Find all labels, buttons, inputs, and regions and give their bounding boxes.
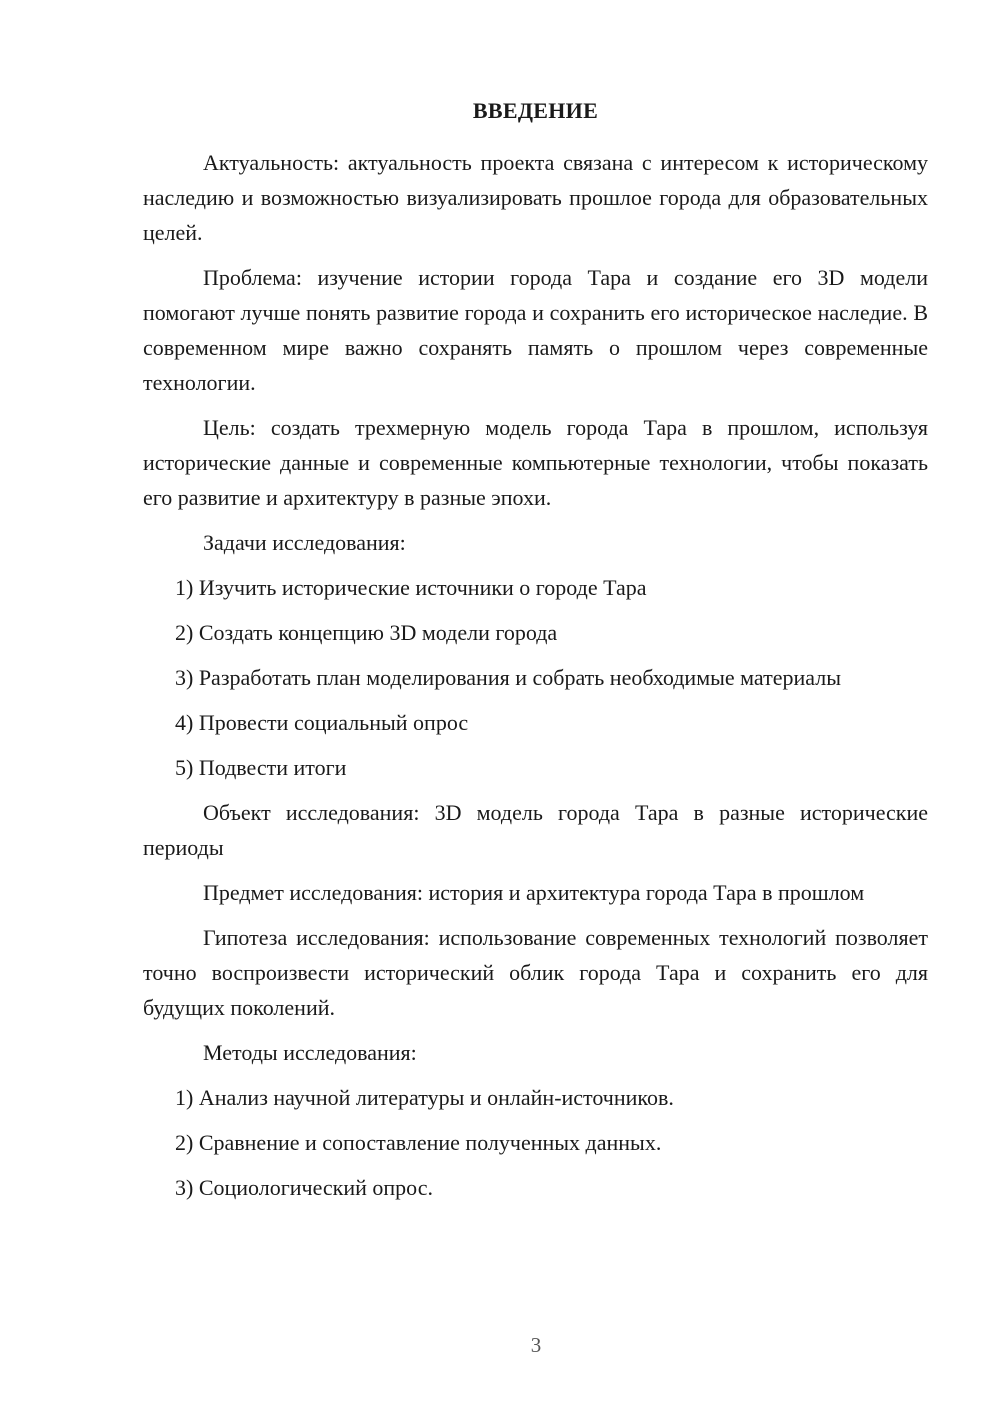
list-item: 1) Изучить исторические источники о городе Тара	[175, 575, 647, 600]
list-item: 1) Анализ научной литературы и онлайн-источников.	[175, 1085, 674, 1110]
section-title: ВВЕДЕНИЕ	[472, 98, 599, 123]
list-item: 4) Провести социальный опрос	[175, 710, 469, 735]
list-item: 5) Подвести итоги	[175, 755, 347, 780]
list-item: 2) Создать концепцию 3D модели города	[175, 620, 558, 645]
relevance-paragraph: Актуальность: актуальность проекта связана с интересом к историческому наследию и возможностью визуализировать прошлое города для образовательных целей.	[143, 150, 928, 245]
list-item: 3) Социологический опрос.	[175, 1175, 433, 1200]
problem-paragraph: Проблема: изучение истории города Тара и создание его 3D модели помогают лучше понять развитие города и сохранить его историческое наследие. В современном мире важно сохранять память о прошлом через современные технологии.	[143, 265, 928, 395]
methods-heading: Методы исследования:	[203, 1040, 417, 1065]
tasks-heading: Задачи исследования:	[203, 530, 406, 555]
subject-paragraph: Предмет исследования: история и архитектура города Тара в прошлом	[203, 880, 865, 905]
methods-list	[143, 1080, 928, 1205]
document-body	[143, 96, 928, 1215]
page-number: 3	[530, 1333, 542, 1357]
tasks-list	[143, 570, 928, 785]
goal-paragraph: Цель: создать трехмерную модель города Тара в прошлом, используя исторические данные и современные компьютерные технологии, чтобы показать его развитие и архитектуру в разные эпохи.	[143, 415, 928, 510]
list-item: 2) Сравнение и сопоставление полученных данных.	[175, 1130, 662, 1155]
hypothesis-paragraph: Гипотеза исследования: использование современных технологий позволяет точно воспроизвести исторический облик города Тара и сохранить его для будущих поколений.	[143, 925, 928, 1020]
object-paragraph: Объект исследования: 3D модель города Тара в разные исторические периоды	[143, 800, 928, 860]
list-item: 3) Разработать план моделирования и собрать необходимые материалы	[175, 665, 841, 690]
